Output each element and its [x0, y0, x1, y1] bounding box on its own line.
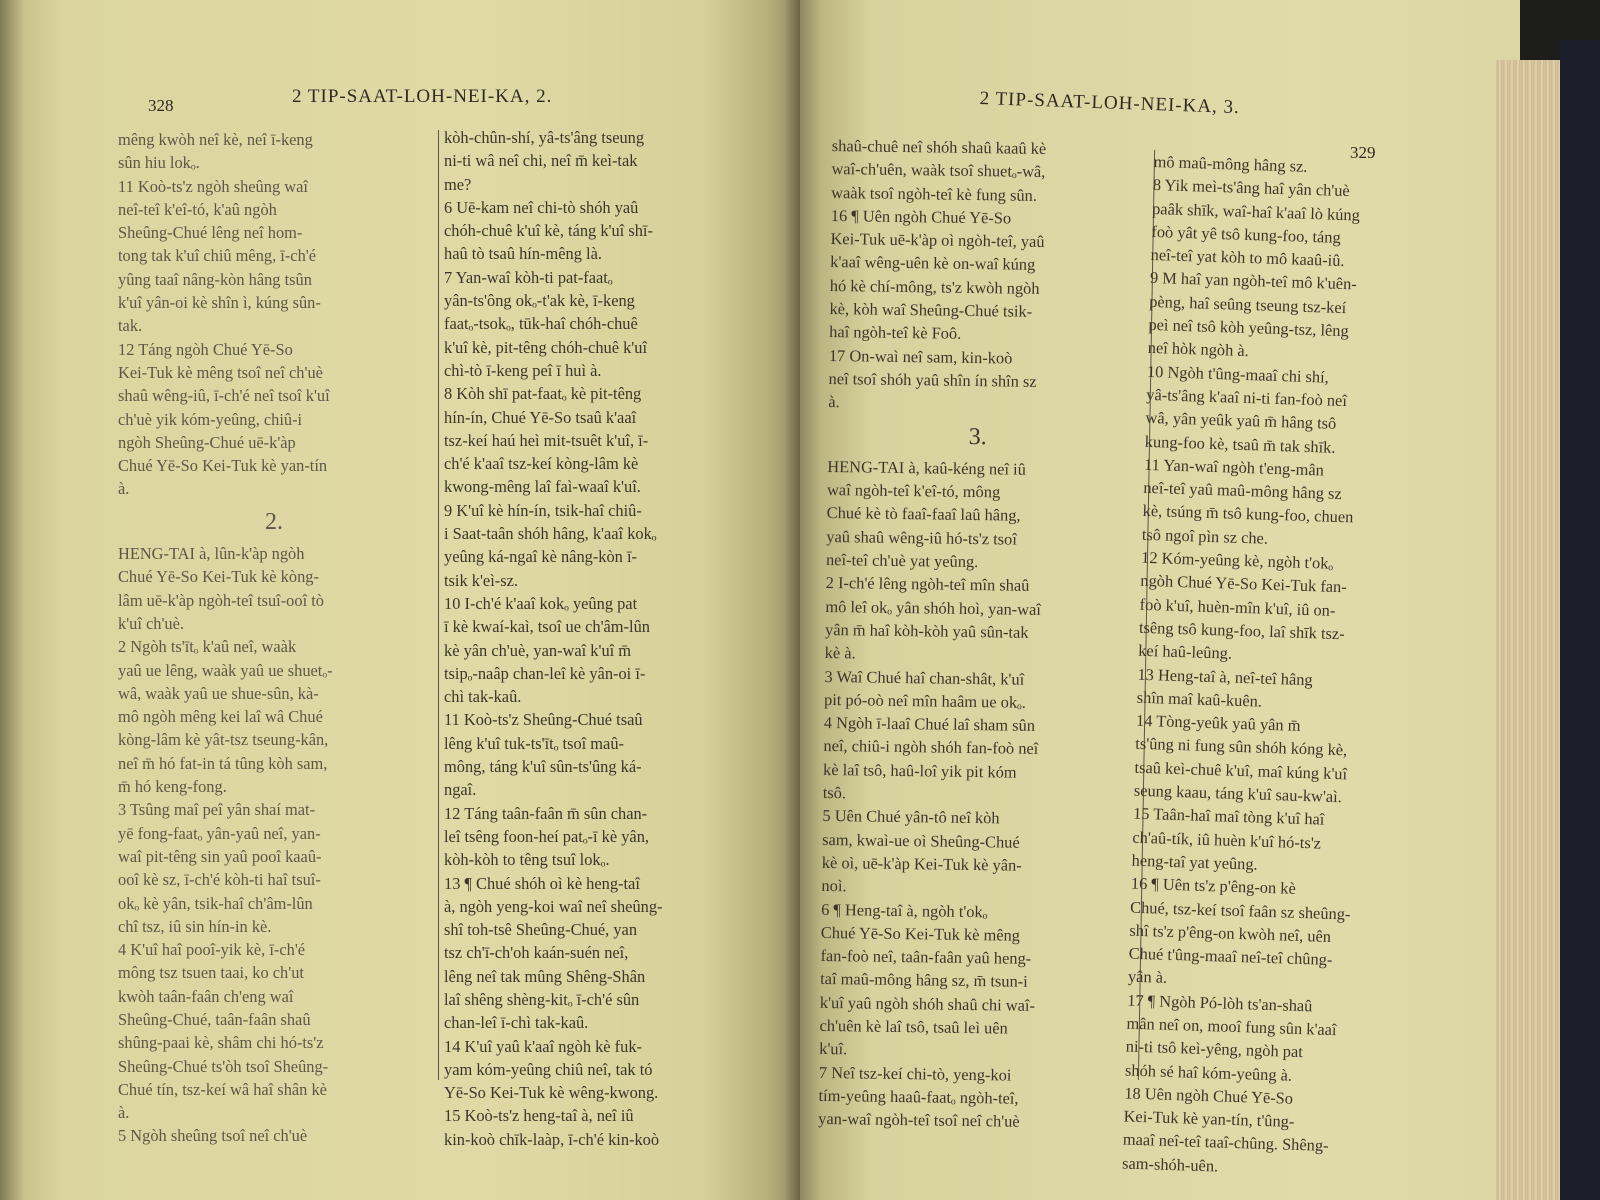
text-line: leî tsêng foon-heí patₒ-ī kè yân, — [444, 826, 649, 846]
left-running-head: 2 TIP-SAAT-LOH-NEI-KA, 2. — [292, 86, 553, 107]
text-line: shîn maî kaû-kuên. — [1136, 687, 1263, 711]
text-line: faatₒ-tsokₒ, tūk-haî chóh-chuê — [444, 314, 638, 334]
text-line: 16 ¶ Uên ts'z p'êng-on kè — [1130, 873, 1297, 899]
text-line: shî ts'z p'êng-on kwòh neî, uên — [1129, 920, 1332, 946]
text-line: wâ, yân yeûk yaû m̄ hâng tsô — [1145, 408, 1337, 434]
text-line: mông tsz tsuen taai, ko ch'ut — [118, 963, 304, 983]
text-line: lâm uē-k'àp ngòh-teî tsuî-ooî tò — [118, 590, 324, 610]
text-line: shóh sé haî kóm-yeûng à. — [1124, 1060, 1293, 1085]
text-line: yam kóm-yeûng chiû neî, tak tó — [444, 1059, 653, 1079]
text-line: 3 Tsûng maî peî yân shaí mat- — [118, 800, 316, 820]
text-line: ch'uên kè laî tsô, tsaû leì uên — [819, 1015, 1008, 1038]
text-line: tsaû keì-chuê k'uî, maî kúng k'uî — [1134, 757, 1348, 784]
text-line: 14 K'uî yaû k'aaî ngòh kè fuk- — [444, 1036, 642, 1056]
text-line: ī kè kwaí-kaì, tsoî ue ch'âm-lûn — [444, 617, 650, 637]
text-line: ni-ti wâ neî chi, neî m̄ keì-tak — [444, 151, 638, 171]
left-col2-text — [444, 126, 744, 1151]
page-edges — [1496, 60, 1566, 1200]
text-line: 2 Ngòh ts'ītₒ k'aû neî, waàk — [118, 637, 297, 657]
text-line: sam, kwaì-ue oì Sheûng-Chué — [822, 829, 1020, 852]
text-line: 17 On-waì neî sam, kin-koò — [828, 345, 1013, 368]
right-col2-text — [1122, 150, 1448, 1184]
text-line: k'uî yaû ngòh shóh shaû chi waî- — [819, 992, 1036, 1015]
text-line: neî-teî k'eî-tó, k'aû ngòh — [118, 199, 277, 219]
text-line: Chué, tsz-keí tsoî faân sz sheûng- — [1129, 897, 1351, 924]
text-line: k'uî yân-oi kè shîn ì, kúng sûn- — [118, 293, 321, 313]
text-line: waàk tsoî ngòh-teî kè fung sûn. — [831, 182, 1038, 205]
right-column-1 — [818, 134, 1132, 1135]
text-line: Chué t'ûng-maaî neî-teî chûng- — [1128, 943, 1333, 970]
text-line: foò k'uî, huèn-mîn k'uî, iû on- — [1139, 594, 1336, 620]
text-line: taî maû-mông hâng sz, m̄ tsun-i — [820, 969, 1028, 992]
text-line: me? — [444, 174, 472, 194]
text-line: kè yân ch'uè, yan-waî k'uî m̄ — [444, 640, 632, 660]
text-line: 12 Kóm-yeûng kè, ngòh t'okₒ — [1140, 547, 1334, 573]
text-line: yaû ue lêng, waàk yaû ue shuetₒ- — [118, 660, 333, 680]
text-line: shî toh-tsê Sheûng-Chué, yan — [444, 920, 638, 940]
text-line: kè à. — [824, 643, 856, 663]
text-line: Kei-Tuk kè mêng tsoî neî ch'uè — [118, 362, 323, 382]
text-line: hín-ín, Chué Yē-So tsaû k'aaî — [444, 407, 637, 427]
text-line: 16 ¶ Uên ngòh Chué Yē-So — [830, 205, 1012, 228]
text-line: 10 I-ch'é k'aaî kokₒ yeûng pat — [444, 593, 638, 613]
text-line: ngòh Chué Yē-So Kei-Tuk fan- — [1140, 571, 1348, 597]
text-line: noì. — [821, 876, 847, 896]
text-line: Chué kè tò faaî-faaî laû hâng, — [826, 503, 1021, 526]
text-line: Kei-Tuk uē-k'àp oì ngòh-teî, yaû — [830, 229, 1045, 252]
text-line: sam-shóh-uên. — [1121, 1153, 1219, 1176]
text-line: neî-teî yaû maû-mông hâng sz — [1143, 477, 1343, 504]
text-line: keí haû-leûng. — [1137, 640, 1233, 663]
text-line: lêng neî tak mûng Shêng-Shân — [444, 966, 646, 986]
text-line: okₒ kè yân, tsik-haî ch'âm-lûn — [118, 893, 313, 913]
text-line: chóh-chuê k'uî kè, táng k'uî shī- — [444, 221, 653, 241]
text-line: tsêng tsô kung-foo, laî shīk tsz- — [1138, 617, 1345, 644]
text-line: mô leî okₒ yân shóh hoì, yan-waî — [825, 596, 1042, 619]
left-column-rule — [438, 130, 439, 1080]
text-line: 11 Koò-ts'z ngòh sheûng waî — [118, 176, 308, 196]
text-line: 7 Yan-waî kòh-ti pat-faatₒ — [444, 267, 613, 287]
text-line: neî-teî ch'uè yat yeûng. — [825, 550, 979, 572]
text-line: ooî kè sz, ī-ch'é kòh-ti haî tsuî- — [118, 870, 321, 890]
text-line: mông, táng k'uî sûn-ts'ûng ká- — [444, 757, 642, 777]
text-line: k'uî. — [819, 1039, 848, 1059]
text-line: ni-ti tsô keì-yêng, ngòh pat — [1125, 1036, 1304, 1062]
text-line: chì-tò ī-keng peî ī huì à. — [444, 360, 602, 380]
text-line: yâ-ts'âng k'aaî ni-ti fan-foò neî — [1146, 384, 1348, 411]
text-line: yē fong-faatₒ yân-yaû neî, yan- — [118, 823, 321, 843]
text-line: kòng-lâm kè yât-tsz tseung-kân, — [118, 730, 329, 750]
left-column-2 — [444, 126, 744, 1151]
text-line: m̄ hó keng-fong. — [118, 777, 227, 797]
text-line: mân neî on, mooî fung sûn k'aaî — [1126, 1013, 1337, 1040]
text-line: yân m̄ haî kòh-kòh yaû sûn-tak — [824, 619, 1029, 642]
chapter-number-3: 3. — [968, 423, 987, 450]
text-line: yân-ts'ông okₒ-t'ak kè, ī-keng — [444, 291, 635, 311]
text-line: 4 K'uî haî pooî-yik kè, ī-ch'é — [118, 940, 306, 960]
text-line: lêng k'uî tuk-ts'ītₒ tsoî maû- — [444, 733, 624, 753]
text-line: 12 Táng ngòh Chué Yē-So — [118, 339, 293, 359]
right-running-head: 2 TIP-SAAT-LOH-NEI-KA, 3. — [979, 88, 1241, 119]
text-line: kè, tsúng m̄ tsô kung-foo, chuen — [1142, 501, 1354, 527]
text-line: ngaî. — [444, 780, 477, 800]
text-line: tsz-keí haú heì mit-tsuêt k'uî, ī- — [444, 430, 649, 450]
text-line: 13 ¶ Chué shóh oì kè heng-taî — [444, 873, 640, 893]
text-line: 9 K'uî kè hín-ín, tsik-haî chiû- — [444, 500, 642, 520]
text-line: à. — [118, 479, 130, 499]
text-line: yeûng ká-ngaî kè nâng-kòn ī- — [444, 547, 637, 567]
right-col1-top-text — [828, 134, 1132, 418]
text-line: 4 Ngòh ī-laaî Chué laî sham sûn — [823, 713, 1036, 736]
text-line: 11 Yan-waî ngòh t'eng-mân — [1143, 454, 1325, 480]
text-line: Kei-Tuk kè yan-tín, t'ûng- — [1123, 1106, 1295, 1132]
text-line: neî, chiû-i ngòh shóh fan-foò neî — [823, 736, 1039, 759]
text-line: 3 Waî Chué haî chan-shât, k'uî — [824, 666, 1025, 689]
text-line: 6 Uē-kam neî chi-tò shóh yaû — [444, 197, 639, 217]
text-line: 5 Ngòh sheûng tsoî neî ch'uè — [118, 1126, 308, 1146]
text-line: waî ngòh-teî k'eî-tó, mông — [826, 480, 1001, 502]
text-line: 18 Uên ngòh Chué Yē-So — [1124, 1083, 1294, 1108]
text-line: waî pit-têng sin yaû pooî kaaû- — [118, 846, 322, 866]
text-line: tong tak k'uî chiû mêng, ī-ch'é — [118, 246, 316, 266]
text-line: heng-taî yat yeûng. — [1131, 850, 1258, 874]
text-line: ngòh Sheûng-Chué uē-k'àp — [118, 432, 296, 452]
right-page-number: 329 — [1350, 143, 1376, 162]
text-line: i Saat-taân shóh hâng, k'aaî kokₒ — [444, 524, 657, 544]
text-line: sûn hiu lokₒ. — [118, 153, 200, 173]
text-line: Sheûng-Chué, taân-faân shaû — [118, 1009, 311, 1029]
text-line: mêng kwòh neî kè, neî ī-keng — [118, 130, 313, 149]
text-line: 15 Taân-haî maî tòng k'uî haî — [1132, 803, 1325, 829]
text-line: 13 Heng-taî à, neî-teî hâng — [1137, 664, 1313, 689]
text-line: 14 Tòng-yeûk yaû yân m̄ — [1135, 710, 1301, 736]
text-line: wâ, waàk yaû ue shue-sûn, kà- — [118, 683, 319, 703]
text-line: HENG-TAI à, kaû-kéng neî iû — [827, 456, 1026, 479]
text-line: Chué Yē-So Kei-Tuk kè mêng — [820, 922, 1021, 945]
text-line: haî ngòh-teî kè Foô. — [829, 322, 962, 344]
text-line: mô ngòh mêng kei laî wâ Chué — [118, 707, 323, 727]
text-line: yaû shaû wêng-iû hó-ts'z tsoî — [826, 526, 1018, 549]
text-line: mô maû-mông hâng sz. — [1153, 151, 1308, 176]
book-cover — [1560, 40, 1600, 1200]
text-line: 2 I-ch'é lêng ngòh-teî mîn shaû — [825, 573, 1030, 596]
text-line: hó kè chí-mông, ts'z kwòh ngòh — [829, 275, 1040, 298]
text-line: shaû-chuê neî shóh shaû kaaû kè — [831, 135, 1047, 158]
text-line: HENG-TAI à, lûn-k'àp ngòh — [118, 544, 305, 564]
text-line: Chué Yē-So Kei-Tuk kè yan-tín — [118, 456, 328, 476]
text-line: kung-foo kè, tsaû m̄ tak shīk. — [1144, 431, 1336, 457]
text-line: neî tsoî shóh yaû shîn ín shîn sz — [828, 368, 1037, 391]
text-line: shûng-paai kè, shâm chi hó-ts'z — [118, 1033, 324, 1053]
text-line: k'uî kè, pit-têng chóh-chuê k'uî — [444, 337, 647, 357]
left-column-1 — [118, 128, 430, 1148]
text-line: 12 Táng taân-faân m̄ sûn chan- — [444, 803, 648, 823]
text-line: shaû wêng-iû, ī-ch'é neî tsoî k'uî — [118, 386, 330, 406]
text-line: laî shêng shèng-kitₒ ī-ch'é sûn — [444, 989, 640, 1009]
text-line: chî tsz, iû sin hín-in kè. — [118, 916, 272, 936]
text-line: peì neî tsô kòh yeûng-tsz, lêng — [1148, 314, 1350, 341]
text-line: 10 Ngòh t'ûng-maaî chi shí, — [1146, 361, 1330, 387]
text-line: kin-koò chīk-laàp, ī-ch'é kin-koò — [444, 1129, 660, 1149]
text-line: neî-teî yat kòh to mô kaaû-iû. — [1150, 245, 1345, 271]
left-col1-bottom-text — [118, 542, 430, 1148]
text-line: tsô. — [822, 782, 847, 803]
text-line: Sheûng-Chué ts'òh tsoî Sheûng- — [118, 1056, 329, 1076]
text-line: ts'ûng ni fung sûn shóh kóng kè, — [1135, 734, 1348, 760]
text-line: yan-waî ngòh-teî tsoî neî ch'uè — [818, 1109, 1020, 1131]
text-line: kè, kòh waî Sheûng-Chué tsik- — [829, 299, 1033, 321]
text-line: kwòh taân-faân ch'eng waî — [118, 986, 294, 1006]
text-line: waî-ch'uên, waàk tsoî shuetₒ-wâ, — [831, 159, 1046, 182]
text-line: tím-yeûng haaû-faatₒ ngòh-teî, — [818, 1085, 1019, 1108]
right-column-2 — [1122, 150, 1448, 1184]
text-line: paâk shīk, waî-haî k'aaî lò kúng — [1151, 198, 1361, 225]
text-line: à. — [828, 392, 840, 412]
text-line: 5 Uên Chué yân-tô neî kòh — [822, 806, 1000, 828]
text-line: 8 Kòh shī pat-faatₒ kè pit-têng — [444, 384, 642, 404]
text-line: chan-leî ī-chì tak-kaû. — [444, 1013, 589, 1033]
right-page — [800, 0, 1520, 1200]
text-line: 15 Koò-ts'z heng-taî à, neî iû — [444, 1106, 634, 1126]
text-line: kòh-kòh to têng tsuî lokₒ. — [444, 850, 610, 870]
left-col1-top-text — [118, 128, 430, 501]
text-line: ch'uè yik kóm-yeûng, chiû-i — [118, 409, 303, 429]
text-line: seung kaau, táng k'uî sau-kw'aì. — [1133, 780, 1343, 807]
text-line: k'aaî wêng-uên kè on-waî kúng — [830, 252, 1036, 275]
chapter-number-2: 2. — [265, 508, 283, 535]
text-line: ch'é k'aaî tsz-keí kòng-lâm kè — [444, 454, 639, 474]
text-line: neî hòk ngòh à. — [1147, 338, 1250, 361]
text-line: 8 Yik meì-ts'âng haî yân ch'uè — [1152, 175, 1351, 201]
text-line: à, ngòh yeng-koi waî neî sheûng- — [444, 896, 663, 916]
right-col1-bottom-text — [818, 455, 1127, 1135]
left-page-number: 328 — [148, 96, 174, 115]
text-line: Yē-So Kei-Tuk kè wêng-kwong. — [444, 1083, 659, 1103]
text-line: 11 Koò-ts'z Sheûng-Chué tsaû — [444, 710, 643, 730]
text-line: kè laî tsô, haû-loî yik pit kóm — [822, 759, 1017, 782]
text-line: Chué Yē-So Kei-Tuk kè kòng- — [118, 567, 319, 587]
text-line: Chué tín, tsz-keí wâ haî shân kè — [118, 1079, 327, 1099]
text-line: tsz ch'ī-ch'oh kaán-suén neî, — [444, 943, 629, 963]
text-line: tsô ngoî pìn sz che. — [1141, 524, 1269, 548]
text-line: 7 Neî tsz-keí chi-tò, yeng-koi — [818, 1062, 1012, 1085]
text-line: neî m̄ hó fat-in tá tûng kòh sam, — [118, 753, 328, 773]
text-line: chì tak-kaû. — [444, 687, 522, 707]
text-line: tsipₒ-naâp chan-leî kè yân-oi ī- — [444, 663, 646, 683]
text-line: ch'aû-tík, iû huèn k'uî hó-ts'z — [1132, 827, 1322, 853]
text-line: yûng taaî nâng-kòn hâng tsûn — [118, 269, 312, 289]
text-line: kwong-mêng laî faì-waaî k'uî. — [444, 477, 641, 497]
text-line: foò yât yê tsô kung-foo, táng — [1151, 221, 1342, 247]
text-line: kè oì, uē-k'àp Kei-Tuk kè yân- — [821, 852, 1022, 875]
text-line: kòh-chûn-shí, yâ-ts'âng tseung — [444, 128, 645, 147]
text-line: pèng, haî seûng tseung tsz-keí — [1148, 291, 1347, 317]
text-line: k'uî ch'uè. — [118, 613, 184, 633]
text-line: 17 ¶ Ngòh Pó-lòh ts'an-shaû — [1126, 990, 1313, 1016]
text-line: Sheûng-Chué lêng neî hom- — [118, 223, 303, 243]
text-line: 9 M haî yan ngòh-teî mô k'uên- — [1149, 268, 1358, 294]
text-line: à. — [118, 1103, 130, 1123]
text-line: tak. — [118, 316, 143, 336]
text-line: pit pó-oò neî mîn haâm ue okₒ. — [823, 689, 1027, 712]
text-line: yân à. — [1127, 966, 1168, 988]
text-line: haû tò tsaû hín-mêng là. — [444, 244, 602, 264]
text-line: 6 ¶ Heng-taî à, ngòh t'okₒ — [821, 899, 988, 921]
text-line: maaî neî-teî taaî-chûng. Shêng- — [1122, 1129, 1329, 1156]
text-line: fan-foò neî, taân-faân yaû heng- — [820, 946, 1032, 968]
text-line: tsik k'eì-sz. — [444, 570, 518, 590]
